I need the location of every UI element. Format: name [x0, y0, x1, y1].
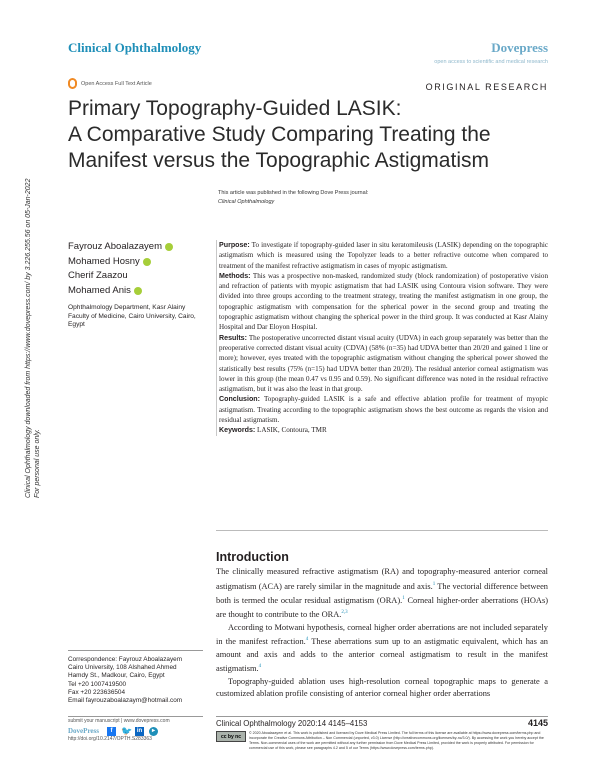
intro-paragraph: Topography-guided ablation uses high-resolution corneal topographic maps to generate a customized ablation profile consisting of anterior corneal higher order aberrations: [216, 676, 548, 699]
correspondence-divider: [68, 650, 203, 651]
publisher-brand: [434, 40, 548, 65]
abstract-keywords: Keywords: LASIK, Contoura, TMR: [219, 426, 327, 435]
author: Fayrouz Aboalazayem: [68, 240, 173, 255]
correspondence-line: Fax +20 223636504: [68, 688, 126, 696]
download-watermark-text: Clinical Ophthalmology downloaded from https://www.dovepress.com/ by 3.226.255.56 on 05-Jan-2022 For personal use only.: [25, 178, 41, 498]
footer-publisher: DovePress: [68, 727, 99, 735]
license-text: © 2020 Aboalazayem et al. This work is published and licensed by Dove Medical Press Limited. The full terms of this license are available at https://www.dovepress.com/terms.php and incorporate the Creative Commons Attribution – Non Commercial (unported, v3.0) License (http://creativecommons.org/licenses/by-nc/3.0/). By accessing the work you hereby accept the Terms. Non-commercial uses of the work are permitted without any further permission from Dove Medical Press Limited, provided the work is properly attributed. For permission for commercial use of this work, please see paragraphs 4.2 and 5 of our Terms (https://www.dovepress.com/terms.php).: [249, 731, 544, 750]
author-list: [68, 240, 173, 298]
author: Mohamed Anis: [68, 284, 173, 299]
correspondence-line: Hamdy St., Madkour, Cairo, Egypt: [68, 672, 165, 680]
share-icon[interactable]: ▸: [149, 727, 158, 736]
linkedin-icon[interactable]: in: [136, 728, 143, 734]
open-access-label: [68, 78, 152, 89]
correspondence-line: Tel +20 1007419500: [68, 680, 127, 688]
published-note-line: This article was published in the following Dove Press journal:: [218, 190, 369, 196]
correspondence: [68, 656, 203, 705]
publisher-tagline: open access to scientific and medical research: [434, 59, 548, 65]
article-type: ORIGINAL RESEARCH: [425, 82, 548, 92]
abstract-conclusion: Conclusion: Topography-guided LASIK is a safe and effective ablation profile for treatment of myopic astigmatism. Treating according to the topographic astigmatism shows the best outcome as regards the vision and residual astigmatism.: [219, 395, 548, 425]
download-watermark: [18, 158, 48, 498]
submit-manuscript-link[interactable]: submit your manuscript | www.dovepress.com: [68, 718, 170, 724]
abstract-results: Results: The postoperative uncorrected distant visual acuity (UDVA) in each group separately was better than the preoperative corrected distant visual acuity (CDVA) (58% (n=35) had UDVA better than 20/20 and gained 1 line or more); however, eyes treated with the topographic astigmatism without changing the spherical power showed the statistically best results (75% (n=15) had UDVA better than 20/20). The residual anterior corneal astigmatism was lower in this group (the mean 0.47 vs 0.95 and 0.59). No significant difference was noted in the residual refractive astigmatism, but it was also the least in that group.: [219, 333, 548, 394]
open-access-text: Open Access Full Text Article: [81, 80, 152, 87]
intro-paragraph: The clinically measured refractive astigmatism (RA) and topography-measured anterior corneal astigmatism (ACA) are rarely similar in the magnitude and axis.$^1$ The vectorial difference between both is termed the ocular residual astigmatism (ORA).$^1$ Corneal higher-order aberrations (HOAs) are thought to contribute to the ORA.$^{2,3}$: [216, 567, 548, 620]
correspondence-email[interactable]: Email fayrouzaboalazaym@hotmail.com: [68, 697, 183, 705]
journal-name: Clinical Ophthalmology: [68, 40, 202, 55]
author: Mohamed Hosny: [68, 255, 173, 270]
title-line: Manifest versus the Topographic Astigmatism: [68, 149, 489, 172]
author: Cherif Zaazou: [68, 270, 128, 281]
citation-ref[interactable]: 4: [258, 664, 262, 670]
abstract: [216, 240, 548, 436]
doi-link[interactable]: http://doi.org/10.2147/OPTH.S283363: [68, 736, 152, 742]
citation-ref[interactable]: 1: [402, 595, 405, 601]
footer-divider-right: [216, 716, 548, 717]
article-title: [68, 96, 548, 174]
intro-paragraph: According to Motwani hypothesis, corneal higher order aberrations are not included separately in the manifest refraction.$^4$ These aberrations sum up to an astigmatic equivalent, which has an amount and axis and adds to the anterior corneal astigmatism to result in the manifest astigmatism.$^4$: [216, 622, 548, 674]
intro-body: [216, 566, 548, 701]
footer-divider-left: [68, 716, 203, 717]
social-links: [107, 727, 158, 736]
orcid-icon[interactable]: [134, 287, 142, 295]
publisher-logo: Dovepress: [491, 40, 548, 55]
published-note-journal: Clinical Ophthalmology: [218, 199, 275, 205]
twitter-icon[interactable]: 🐦: [120, 726, 133, 736]
orcid-icon[interactable]: [143, 258, 151, 266]
facebook-icon[interactable]: f: [107, 727, 116, 736]
correspondence-line: Correspondence: Fayrouz Aboalazayem: [68, 656, 183, 663]
title-line: A Comparative Study Comparing Treating the: [68, 123, 491, 146]
citation-ref[interactable]: 1: [432, 581, 436, 587]
article-citation: Clinical Ophthalmology 2020:14 4145–4153: [216, 719, 368, 728]
correspondence-line: Cairo University, 108 Alshahed Ahmed: [68, 664, 177, 672]
open-access-lock-icon: [68, 78, 77, 89]
page-number: 4145: [527, 718, 548, 728]
footer-left: [68, 718, 203, 743]
abstract-methods: Methods: This was a prospective non-masked, randomized study (block randomization) of postoperative vision and refraction of patients with myopic astigmatism that had LASIK using Contoura vision software. They were divided into three groups according to the treatment strategy, treating the manifest astigmatism in one group, the topographic astigmatism with compensation for the spherical power in the second group and treating the topographic astigmatism without changing the spherical power in the third group. It was conducted at Kasr Alainy Hospital and Dar Eloyon Hospital.: [219, 271, 548, 332]
citation-ref[interactable]: 2,3: [341, 610, 348, 616]
title-line: Primary Topography-Guided LASIK:: [68, 97, 402, 120]
affiliation: Ophthalmology Department, Kasr Alainy Faculty of Medicine, Cairo University, Cairo, Egypt: [68, 304, 196, 328]
footer-brand-row: [68, 727, 203, 736]
license-block: [216, 731, 548, 751]
creative-commons-badge[interactable]: cc by nc: [216, 731, 246, 742]
orcid-icon[interactable]: [165, 243, 173, 251]
published-note: [218, 189, 368, 207]
citation-ref[interactable]: 4: [305, 637, 309, 643]
abstract-purpose: Purpose: To investigate if topography-guided laser in situ keratomileusis (LASIK) depending on the topographic astigmatism which is measured using the Topolyzer leads to a better refractive outcome when compared to treatment of the manifest refractive astigmatism in cases of myopic astigmatism.: [219, 241, 548, 270]
abstract-divider: [216, 530, 548, 531]
section-heading: Introduction: [216, 550, 289, 564]
